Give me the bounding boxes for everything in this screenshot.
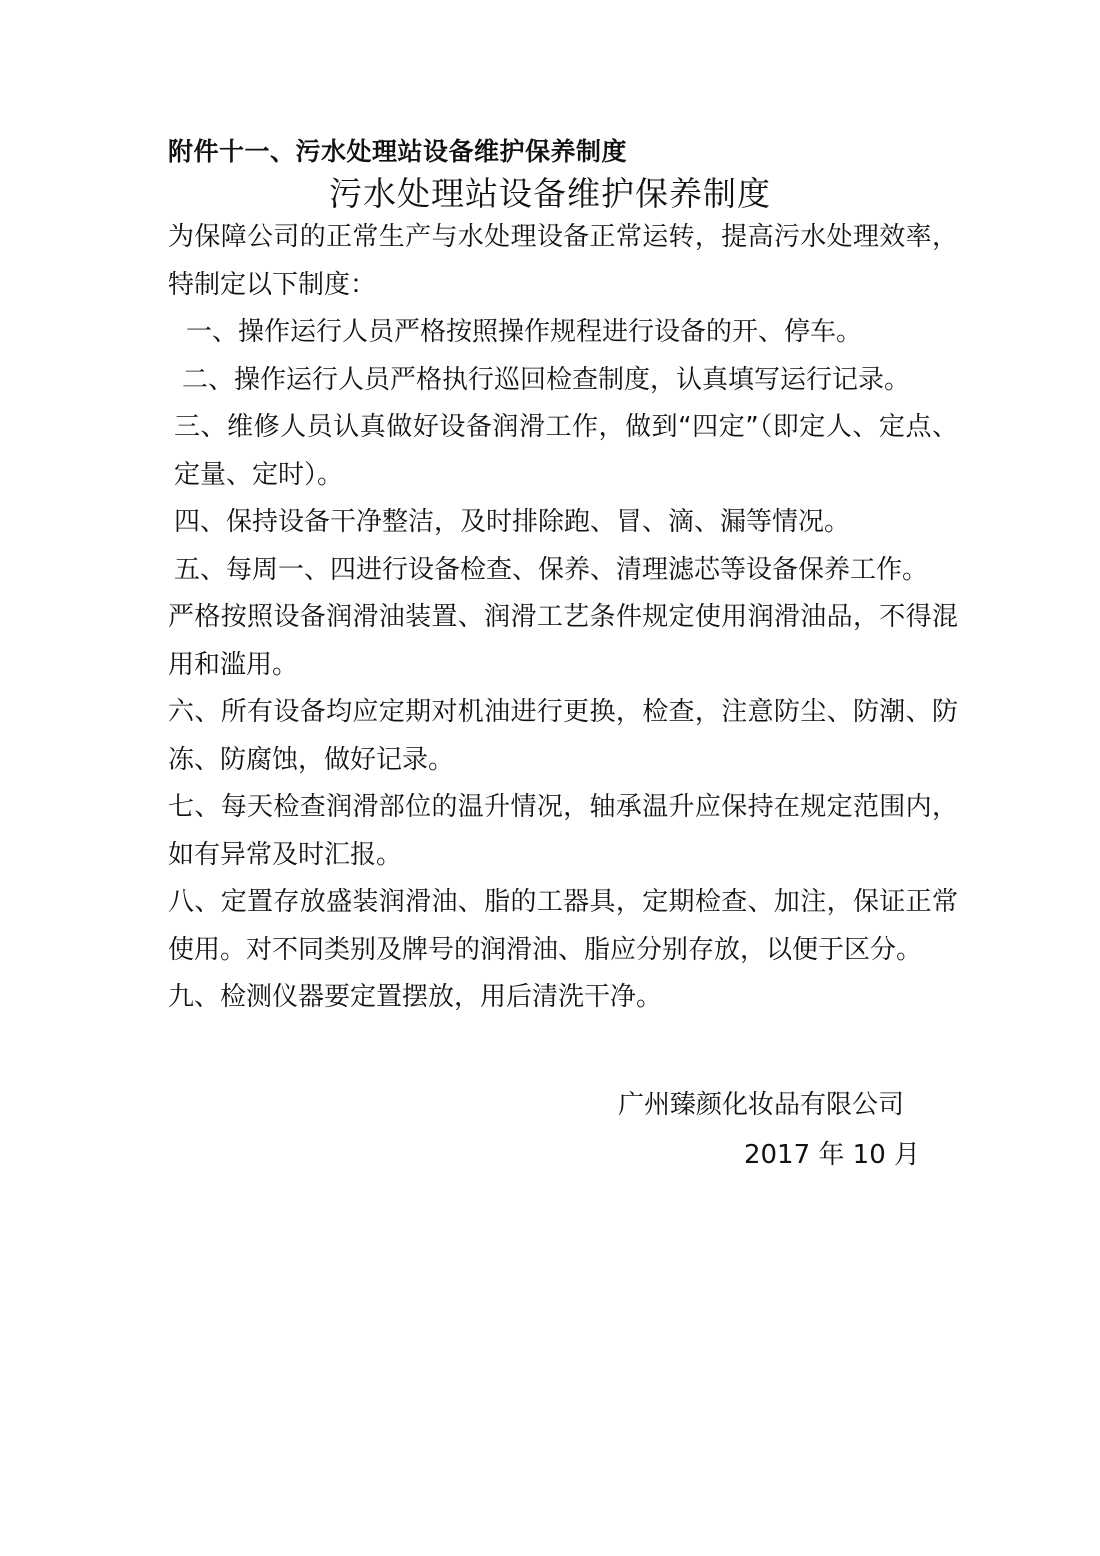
rule-item-5-detail: 严格按照设备润滑油装置、润滑工艺条件规定使用润滑油品，不得混用和滥用。 [168,602,958,680]
rule-item-5: 五、每周一、四进行设备检查、保养、清理滤芯等设备保养工作。 [174,554,929,585]
attachment-title: 附件十一、污水处理站设备维护保养制度 [168,137,628,166]
rule-item-8: 八、定置存放盛装润滑油、脂的工器具，定期检查、加注，保证正常使用。对不同类别及牌号的润滑油、脂应分别存放，以便于区分。 [168,887,958,965]
document-date: 2017 年 10 月 [743,1140,920,1170]
company-signature: 广州臻颜化妆品有限公司 [617,1090,904,1120]
rule-item-2: 二、操作运行人员严格执行巡回检查制度，认真填写运行记录。 [182,364,911,395]
rule-item-4: 四、保持设备干净整洁，及时排除跑、冒、滴、漏等情况。 [174,507,851,537]
document-body [168,214,958,1022]
rule-item-9: 九、检测仪器要定置摆放，用后清洗干净。 [168,982,663,1012]
rule-item-3: 三、维修人员认真做好设备润滑工作，做到“四定”（即定人、定点、定量、定时）。 [174,412,958,490]
intro-paragraph: 为保障公司的正常生产与水处理设备正常运转，提高污水处理效率，特制定以下制度： [168,222,958,300]
document-title: 污水处理站设备维护保养制度 [329,174,771,213]
rule-item-1: 一、操作运行人员严格按照操作规程进行设备的开、停车。 [186,317,863,347]
rule-item-6: 六、所有设备均应定期对机油进行更换，检查，注意防尘、防潮、防冻、防腐蚀，做好记录。 [168,697,958,775]
rule-item-7: 七、每天检查润滑部位的温升情况，轴承温升应保持在规定范围内，如有异常及时汇报。 [168,792,958,870]
